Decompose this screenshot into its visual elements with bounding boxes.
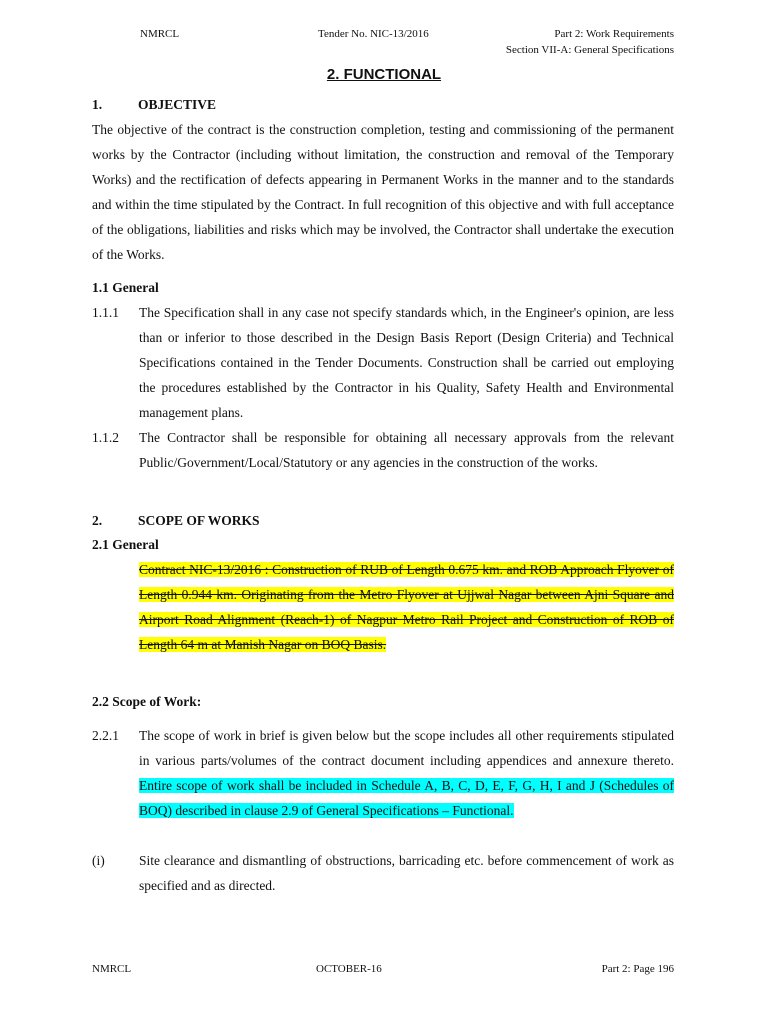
header-part: Part 2: Work Requirements [554,28,674,40]
section-1-title: OBJECTIVE [138,97,217,112]
section-1-1-heading: 1.1 General [92,280,159,295]
footer-org: NMRCL [92,963,132,975]
header-section: Section VII-A: General Specifications [505,44,674,56]
sub-item-number: (i) [92,853,105,868]
section-2-1-heading: 2.1 General [92,537,159,552]
clause-1-1-1 [92,300,674,425]
section-1-heading [92,97,216,113]
clause-text: The Contractor shall be responsible for obtaining all necessary approvals from the relevant Public/Government/Local/Statutory or any agencies in the construction of the works. [139,430,674,470]
section-1-number: 1. [92,97,103,112]
sub-item-i [92,848,674,898]
struck-contract-text: Contract NIC-13/2016 : Construction of RUB of Length 0.675 km. and ROB Approach Flyover of Length 0.944 km. Originating from the Metro Flyover at Ujjwal Nagar between Ajni Square and Airport Road Alignment (Reach-1) of Nagpur Metro Rail Project and Construction of ROB of Length 64 m at Manish Nagar on BOQ Basis. [139,562,674,652]
footer-page: Part 2: Page 196 [601,963,674,975]
contract-description [92,557,674,657]
objective-paragraph: The objective of the contract is the construction completion, testing and commissioning of the permanent works by the Contractor (including without limitation, the construction and removal of the Temporary Works) and the rectification of defects appearing in Permanent Works in the manner and to the standards and within the time stipulated by the Contract. In full recognition of this objective and with full acceptance of the obligations, liabilities and risks which may be involved, the Contractor shall undertake the execution of the Works. [92,122,674,262]
section-2-title: SCOPE OF WORKS [138,513,260,528]
header-tender: Tender No. NIC-13/2016 [318,28,429,40]
page-title: 2. FUNCTIONAL [326,66,442,83]
footer-date: OCTOBER-16 [316,963,382,975]
section-2-heading [92,513,260,529]
clause-text: The scope of work in brief is given below but the scope includes all other requirements stipulated in various parts/volumes of the contract document including appendices and annexure thereto. [139,728,674,768]
clause-text: The Specification shall in any case not specify standards which, in the Engineer's opinion, are less than or inferior to those described in the Design Basis Report (Design Criteria) and Technical Specifications contained in the Tender Documents. Construction shall be carried out employing the procedures established by the Contractor in his Quality, Safety Health and Environmental management plans. [139,305,674,420]
clause-number: 2.2.1 [92,728,119,743]
section-2-number: 2. [92,513,103,528]
clause-number: 1.1.2 [92,430,119,445]
sub-item-text: Site clearance and dismantling of obstructions, barricading etc. before commencement of work as specified and as directed. [139,853,674,893]
clause-number: 1.1.1 [92,305,119,320]
clause-2-2-1 [92,723,674,823]
section-2-2-heading: 2.2 Scope of Work: [92,694,202,709]
clause-1-1-2 [92,425,674,475]
highlighted-scope-text: Entire scope of work shall be included in Schedule A, B, C, D, E, F, G, H, I and J (Schedules of BOQ) described in clause 2.9 of General Specifications – Functional. [139,778,674,818]
header-org: NMRCL [140,28,180,40]
